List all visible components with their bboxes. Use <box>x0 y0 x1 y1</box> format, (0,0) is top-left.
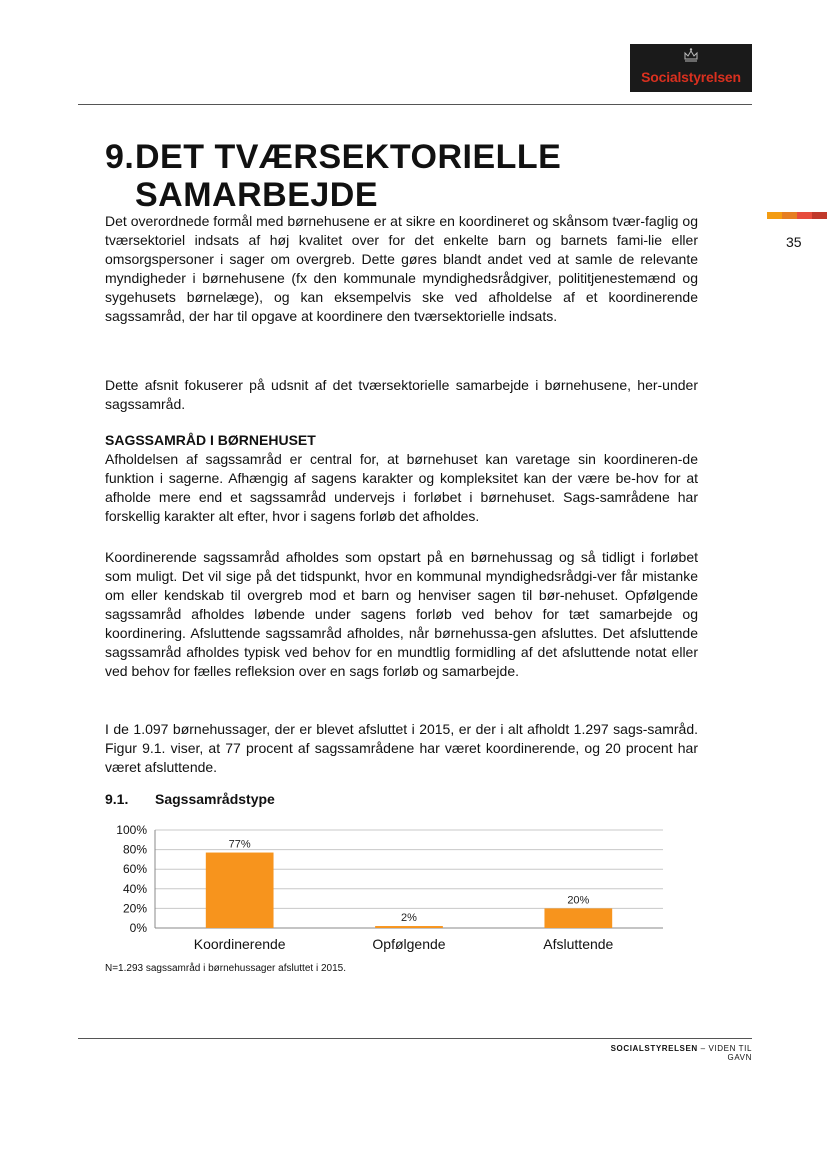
footer-brand: SOCIALSTYRELSEN <box>610 1044 698 1053</box>
strip-segment <box>767 212 782 219</box>
figure-heading <box>105 791 275 807</box>
footer <box>592 1044 752 1062</box>
crown-icon <box>683 47 699 63</box>
data-label: 77% <box>228 838 251 851</box>
bar <box>375 926 443 928</box>
bar <box>544 908 612 928</box>
figure-note: N=1.293 sagssamråd i børnehussager afsluttet i 2015. <box>105 963 346 974</box>
y-tick-label: 80% <box>122 842 147 857</box>
strip-segment <box>782 212 797 219</box>
socialstyrelsen-logo <box>630 44 752 92</box>
bar-chart <box>105 820 675 955</box>
page-number: 35 <box>786 234 802 250</box>
header-rule <box>78 104 752 105</box>
chapter-number: 9. <box>105 138 135 176</box>
bar <box>206 853 274 928</box>
y-tick-label: 40% <box>122 881 147 896</box>
y-tick-label: 60% <box>122 862 147 877</box>
color-strip <box>767 212 827 219</box>
data-label: 2% <box>401 912 417 925</box>
logo-text: Socialstyrelsen <box>641 69 741 85</box>
chapter-title <box>105 138 725 214</box>
x-tick-label: Opfølgende <box>372 936 446 952</box>
footer-tagline: – VIDEN TIL GAVN <box>697 1044 752 1062</box>
data-label: 20% <box>567 894 590 907</box>
strip-segment <box>812 212 827 219</box>
paragraph-intro: Det overordnede formål med børnehusene er at sikre en koordineret og skånsom tvær-faglig og tværsektoriel indsats af høj kvalitet over for det enkelte barn og barnets fami-lie eller omsorgspersoner i sager om overgreb. Dette gøres blandt andet ved at samle de relevante myndigheder i børnehusene (fx den kommunale myndighedsrådgiver, polititjenestemænd og sygehusets børnelæge), og kan eksempelvis ske ved afholdelse af et koordinerende sagssamråd, der har til opgave at koordinere den tværsektorielle indsats. <box>105 213 698 324</box>
y-tick-label: 20% <box>122 901 147 916</box>
chapter-title-line1: DET TVÆRSEKTORIELLE <box>135 138 562 176</box>
paragraph-central: Afholdelsen af sagssamråd er central for, at børnehuset kan varetage sin koordineren-de funktion i sagerne. Afhængig af sagens karakter og kompleksitet kan der være be-hov for at afholde mere end et sagssamråd undervejs i forløbet i børnehuset. Sags-samrådene har forskellig karakter alt efter, hvor i sagens forløb det afholdes. <box>105 451 698 524</box>
footer-rule <box>78 1038 752 1039</box>
chapter-title-line2: SAMARBEJDE <box>135 176 379 214</box>
y-tick-label: 100% <box>116 823 147 837</box>
y-tick-label: 0% <box>129 921 147 935</box>
paragraph-statistics: I de 1.097 børnehussager, der er blevet afsluttet i 2015, er der i alt afholdt 1.297 sags-samråd. Figur 9.1. viser, at 77 procent af sagssamrådene har været koordinerende, og 20 procent har været afsluttende. <box>105 721 698 775</box>
x-tick-label: Koordinerende <box>193 936 286 952</box>
figure-number: 9.1. <box>105 791 129 807</box>
paragraph-types: Koordinerende sagssamråd afholdes som opstart på en børnehussag og så tidligt i forløbet som muligt. Det vil sige på det tidspunkt, hvor en kommunal myndighedsrådgi-ver får mistanke om eller kendskab til overgreb mod et barn og henviser sagen til bør-nehuset. Opfølgende sagssamråd afholdes løbende under sagens forløb ved behov for tæt samarbejde og koordinering. Afsluttende sagssamråd afholdes, når børnehussa-gen afsluttes. Det afsluttende sagssamråd afholdes typisk ved behov for en mundtlig formidling af det afsluttende notat eller ved behov for fælles refleksion over en sags forløb og samarbejde. <box>105 549 698 679</box>
strip-segment <box>797 212 812 219</box>
figure-title: Sagssamrådstype <box>155 791 275 807</box>
paragraph-focus: Dette afsnit fokuserer på udsnit af det tværsektorielle samarbejde i børnehusene, her-under sagssamråd. <box>105 377 698 412</box>
x-tick-label: Afsluttende <box>543 936 614 952</box>
section-heading: SAGSSAMRÅD I BØRNEHUSET <box>105 432 316 448</box>
